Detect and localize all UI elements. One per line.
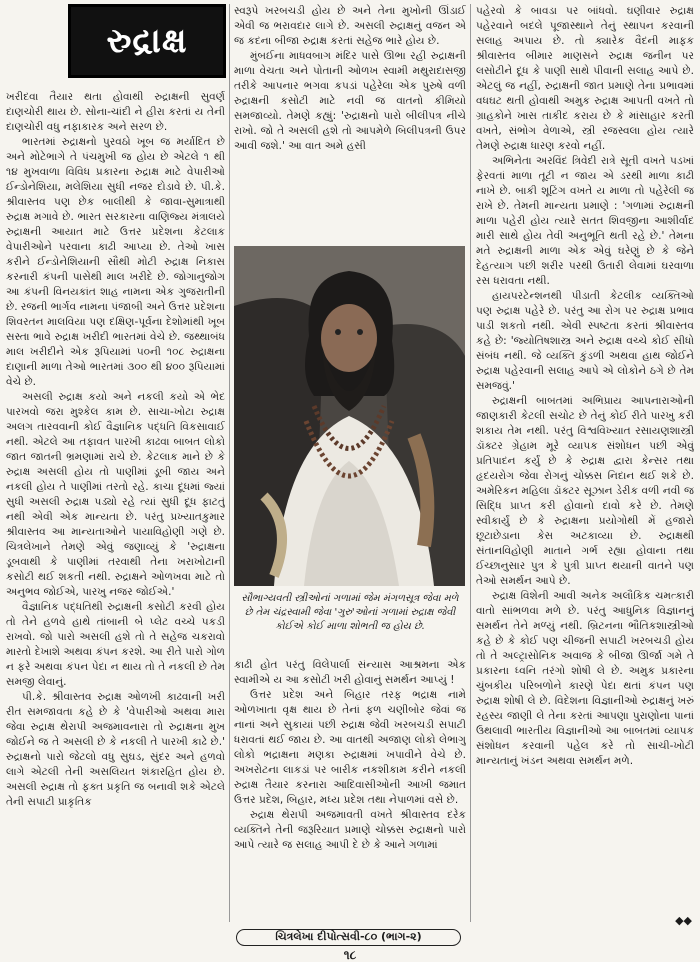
- paragraph: પહેરવો કે બાવડા પર બાંધવો. ઘણીવાર રુદ્રાક્ષ પહેરવાને બદલે પૂજાસ્થાને તેનું સ્થાપન કરવાની સલાહ અપાય છે. તો ક્યારેક વૈદની માફક શ્રીવાસ્તવ બીમાર માણસને રુદ્રાક્ષ જનીન પર લસોટીને દૂધ કે પાણી સાથે પીવાની સલાહ આપે છે. એટલું જ નહીં, રુદ્રાક્ષની જાત પ્રમાણે તેના પ્રભાવમાં વધઘટ થતી હોવાથી અમુક રુદ્રાક્ષ આપતી વખતે તો ગ્રાહકોને ખાસ તાકીદ કરાય છે કે માંસાહાર કરતી વખતે, સંભોગ વેળાએ, સ્ત્રી રજસ્વલા હોય ત્યારે તેમણે રુદ્રાક્ષ ધારણ કરવો નહીં.: [476, 5, 694, 152]
- column-2-bottom: [234, 658, 466, 928]
- column-3: [476, 4, 694, 924]
- guru-portrait-illustration: [234, 246, 465, 586]
- column-1: [6, 90, 225, 925]
- page-footer: [0, 928, 700, 962]
- guru-photo: [234, 246, 465, 586]
- article-title: રુદ્રાક્ષ: [106, 21, 188, 61]
- issue-label: ચિત્રલેખા દીપોત્સવી-૮૦ (ભાગ-૨): [236, 929, 461, 946]
- paragraph: અસલી રુદ્રાક્ષ કયો અને નકલી કયો એ ભેદ પારખવો જરા મુશ્કેલ કામ છે. સાચા-ખોટા રુદ્રાક્ષ અલગ તારવવાની કોઈ વૈજ્ઞાનિક પદ્ધતિ વિકસાવાઈ નથી. એટલે આ તફાવત પારખી કાઢવા બાબત લોકો જાત જાતની ભ્રમણામાં રાચે છે. કેટલાક માને છે કે રુદ્રાક્ષ અસલી હોય તો પાણીમાં ડૂબી જાય અને નકલી હોય તે પાણીમાં તરતો રહે. કાચા દૂધમાં જ્યાં સુધી અસલી રુદ્રાક્ષ પડ્યો રહે ત્યાં સુધી દૂધ ફાટતું નથી એવી એક માન્યતા છે. પરંતુ પ્રખ્યાતકુમાર શ્રીવાસ્તવ આ માન્યતાઓને પાયાવિહોણી ગણે છે. ચિત્રલેખાને તેમણે એવું જણાવ્યું કે 'રુદ્રાક્ષના ડૂબવાથી કે પાણીમાં તરવાથી તેના ખરાખોટાની કસોટી થઈ શકતી નથી. રુદ્રાક્ષને ઓળખવા માટે તો અનુભવ જોઈએ, પારખુ નજર જોઈએ.': [6, 391, 225, 598]
- column-rule: [470, 4, 471, 922]
- paragraph: અભિનેતા અરવિંદ ત્રિવેદી રાત્રે સૂતી વખતે પડખાં ફેરવતાં માળા તૂટી ન જાય એ ડરથી માળા કાઢી નાખે છે. બાકી શૂટિંગ વખતે ય માળા તો પહેરેલી જ રાખે છે. તેમની માન્યતા પ્રમાણે : 'ગળામાં રુદ્રાક્ષની માળા પહેરી હોય ત્યારે સતત શિવજીના આશીર્વાદ મારી સાથે હોય તેવી અનુભૂતિ થતી રહે છે.' તેમના મતે રુદ્રાક્ષની માળા એક એવું ઘરેણું છે કે જેને દેહત્યાગ પછી શરીર પરથી ઉતારી લેવામાં ઘરવાળા રસ ધરાવતા નથી.: [476, 155, 694, 287]
- page-number: ૧૮: [343, 948, 357, 962]
- photo-caption: સૌભાગ્યવતી સ્ત્રીઓનાં ગળામાં જેમ મંગળસૂત્ર જેવા મળે છે તેમ ચંદ્રસ્વામી જેવા 'ગુરુ'ઓનાં ગળામાં રુદ્રાક્ષ જેવી કોઈએ કોઈ માળા શોભતી જ હોય છે.: [241, 593, 459, 632]
- article-title-box: [68, 4, 226, 78]
- column-rule: [229, 4, 230, 922]
- paragraph: સ્વરૂપે ખરબચડી હોય છે અને તેના મુખોની ઊંડાઈ એવી જ ભરાવદાર લાગે છે. અસલી રુદ્રાક્ષનું વજન એ જ કદના બીજા રુદ્રાક્ષ કરતાં સહેજ ભારે હોય છે.: [234, 5, 466, 47]
- paragraph: ખરીદવા તૈયાર થતા હોવાથી રુદ્રાક્ષની સુવર્ણ દાણચોરી થાય છે. સોના-ચાંદી ને હીરા કરતાં ય તેની દાણચોરી વધુ નફાકારક અને સરળ છે.: [6, 91, 225, 133]
- paragraph: હાયપરટેન્શનથી પીડાતી કેટલીક વ્યક્તિઓ પણ રુદ્રાક્ષ પહેરે છે. પરંતુ આ રોગ પર રુદ્રાક્ષ પ્રભાવ પાડી શકતો નથી. એવી સ્પષ્ટતા કરતાં શ્રીવાસ્તવ કહે છે: 'જ્યોતિષશાસ્ત્ર અને રુદ્રાક્ષ વચ્ચે કોઈ સીધો સંબંધ નથી. જે વ્યક્તિ કુંડળી અથવા હાથ જોઈને રુદ્રાક્ષ પહેરવાની સલાહ આપે એ લોકોને ઠગે છે તેમ સમજવું.': [476, 290, 694, 392]
- paragraph: મુંબઈના માધવબાગ મંદિર પાસે ઊભા રહી રુદ્રાક્ષની માળા વેચતા અને પોતાની ઓળખ સ્વામી મથુરાદાસજી તરીકે આપનાર ભગવા કપડાં પહેરેલા એક પુરુષે વળી રુદ્રાક્ષની કસોટી માટે નવી જ વાતનો કીમિયો સમજાવ્યો. તેમણે કહ્યું: 'રુદ્રાક્ષનો પારો બીલીપત્ર નીચે રાખો. જો તે અસલી હશે તો આપમેળે બિલીપત્રની ઉપર આવી જશે.' આ વાત અમે હસી: [234, 50, 466, 152]
- paragraph: ભારતમાં રુદ્રાક્ષનો પુરવઠો ખૂબ જ મર્યાદિત છે અને મોટેભાગે તે પંચમુખી જ હોય છે એટલે ૧ થી ૧૪ મુખવાળા વિવિધ પ્રકારના રુદ્રાક્ષ માટે વેપારીઓ ઈન્ડોનેશિયા, મલેશિયા સુધી નજર દોડાવે છે. પી.કે. શ્રીવાસ્તવ પણ છેક બાલીથી કે જાવા-સુમાત્રાથી રુદ્રાક્ષ મગાવે છે. ભારત સરકારના વાણિજ્ય મંત્રાલયે રુદ્રાક્ષની આયાત માટે ઉત્તર પ્રદેશના કેટલાક વેપારીઓને પરવાના કાઢી આપ્યા છે. તેઓ ખાસ કરીને ઈન્ડોનેશિયાની સૌથી મોટી રુદ્રાક્ષ નિકાસ કરનારી કંપની પાસેથી માલ ખરીદે છે. જોગાનુજોગ આ કંપની વિનયકાંત શાહ નામના એક ગુજરાતીની છે. રજની ભાર્ગવ નામના પંજાબી અને ઉત્તર પ્રદેશના શિવરતન માલવિયા પણ દક્ષિણ-પૂર્વના દેશોમાંથી ખૂબ સસ્તા ભાવે રુદ્રાક્ષ ખરીદી ભારતમાં વેચે છે. જથ્થાબંધ માલ ખરીદીને એક રૂપિયામાં ૫૦ની ૧૦૮ રુદ્રાક્ષના દાણાની માળા તેઓ ભારતમાં ૩૦૦ થી ૪૦૦ રૂપિયામાં વેચે છે.: [6, 136, 225, 388]
- paragraph: રુદ્રાક્ષની બાબતમાં અભિપ્રાય આપનારાઓની જાણકારી કેટલી સચોટ છે તેનું કોઈ રીતે પારખુ કરી શકાય તેમ નથી. પરંતુ વિશ્વવિખ્યાત રસાયણશાસ્ત્રી ડૉક્ટર ગ્રેહામ મૂરે વ્યાપક સંશોધન પછી એવું પ્રતિપાદન કર્યું છે કે રુદ્રાક્ષ દ્વારા કેન્સર તથા હૃદયરોગ જેવા રોગનું ચોક્કસ નિદાન થઈ શકે છે. અમેરિકન મહિલા ડૉક્ટર સૂઝાન ડેરીક વળી નવી જ સિદ્ધિ પ્રાપ્ત કરી હોવાનો દાવો કરે છે. તેમણે સ્વીકાર્યું છે કે રુદ્રાક્ષના પ્રયોગોથી મેં હજારો છૂટાછેડાના કેસ અટકાવ્યા છે. રુદ્રાક્ષથી સંતાનવિહોણી માતાને ગર્ભ રહ્યા હોવાના તથા ઈચ્છાનુસાર પુત્ર કે પુત્રી પ્રાપ્ત થયાની વાતને પણ તેઓ સમર્થન આપે છે.: [476, 395, 694, 587]
- paragraph: ઉત્તર પ્રદેશ અને બિહાર તરફ ભદ્રાક્ષ નામે ઓળખાતા વૃક્ષ થાય છે તેનાં ફળ ચણીબોર જેવાં જ નાનાં અને સુકાયાં પછી રુદ્રાક્ષ જેવી ખરબચડી સપાટી ધરાવતાં થઈ જાય છે. આ વાતથી અજાણ લોકો લેભાગુ લોકો ભદ્રાક્ષના મણકા રુદ્રાક્ષમાં ખપાવીને વેચે છે. અખરોટના લાકડાં પર બારીક નકશીકામ કરીને નકલી રુદ્રાક્ષ તૈયાર કરનારા આદિવાસીઓની આખી જમાત ઉત્તર પ્રદેશ, બિહાર, મધ્ય પ્રદેશ તથા નેપાળમાં વસે છે.: [234, 689, 466, 806]
- paragraph: કાઢી હોત પરંતુ વિલેપાર્લા સંન્યાસ આશ્રમના એક સ્વામીએ ય આ કસોટી ખરી હોવાનું સમર્થન આપ્યું !: [234, 659, 466, 686]
- paragraph: વૈજ્ઞાનિક પદ્ધતિથી રુદ્રાક્ષની કસોટી કરવી હોય તો તેને હળવે હાથે તાંબાની બે પ્લેટ વચ્ચે પકડી રાખવો. જો પારો અસલી હશે તો તે સહેજ ચકરાવો મારતો દેખાશે અથવા કંપન કરશે. આ રીતે પારો ગોળ ન ફરે અથવા કંપન પેદા ન થાય તો તે નકલી છે તેમ સમજી લેવાનું.: [6, 601, 225, 688]
- paragraph: પી.કે. શ્રીવાસ્તવ રુદ્રાક્ષ ઓળખી કાઢવાની ખરી રીત સમજાવતા કહે છે કે 'વેપારીઓ અથવા મારા જેવા રુદ્રાક્ષ થેરાપી અજમાવનારા તો રુદ્રાક્ષના મુખ જોઈને જ તે અસલી છે કે નકલી તે પારખી કાઢે છે.' રુદ્રાક્ષનો પારો જેટલો વધુ સુઘડ, સુંદર અને હળવો લાગે એટલી તેની અસલિયત શંકારહિત હોય છે. અસલી રુદ્રાક્ષ તો ફક્ત પ્રકૃતિ જ બનાવી શકે એટલે તેની સપાટી પ્રાકૃતિક: [6, 691, 225, 808]
- column-2-top: [234, 4, 466, 242]
- paragraph: રુદ્રાક્ષ થેરાપી અજમાવતી વખતે શ્રીવાસ્તવ દરેક વ્યક્તિને તેની જરૂરિયાત પ્રમાણે ચોક્કસ રુદ્રાક્ષનો પારો આપે ત્યારે જ સલાહ આપી દે છે કે આને ગળામાં: [234, 809, 466, 851]
- paragraph: રુદ્રાક્ષ વિશેની આવી અનેક અલૌકિક ચમત્કારી વાતો સાંભળવા મળે છે. પરંતુ આધુનિક વિજ્ઞાનનું સમર્થન તેને મળ્યું નથી. બ્રિટનના ભૌતિકશાસ્ત્રીઓ કહે છે કે કોઈ પણ ચીજની સપાટી ખરબચડી હોય તો તે અલ્ટ્રાસોનિક અવાજ કે બીજા ઊર્જા ગમે તે પ્રકારના ધ્વનિ તરંગો શોષી લે છે. અમુક પ્રકારના ચુંબકીય પરિબળોને કારણે પેદા થતાં કંપન પણ રુદ્રાક્ષ શોષી લે છે. વિદેશના વિજ્ઞાનીઓ રુદ્રાક્ષનું ખરું રહસ્ય જાણી લે તેના કરતાં આપણા પુરાણોના પાનાં ઉથલાવી ભારતીય વિજ્ઞાનીઓ આ બાબતમાં વ્યાપક સંશોધન કરવાની પહેલ કરે તો સાચી-ખોટી માન્યતાનું ખંડન અથવા સમર્થન મળે.: [476, 590, 694, 767]
- end-mark: ◆◆: [675, 914, 692, 927]
